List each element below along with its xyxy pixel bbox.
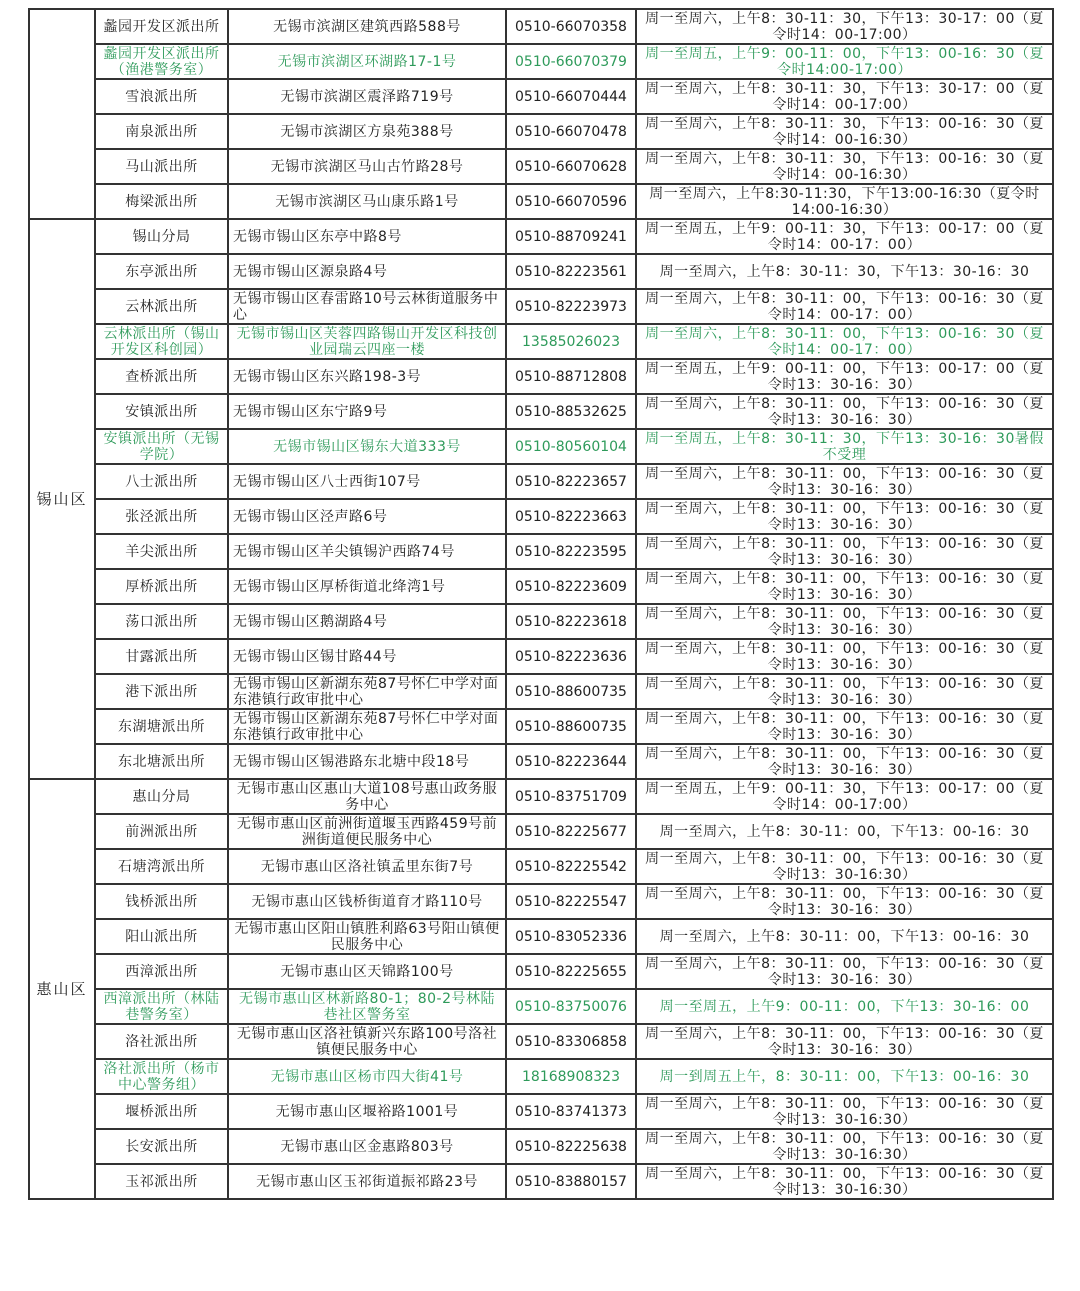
address-cell: 无锡市锡山区源泉路4号 [228, 254, 506, 289]
station-name-cell: 洛社派出所 [95, 1024, 228, 1059]
table-row [29, 184, 1053, 219]
phone-cell: 0510-66070379 [506, 44, 636, 79]
address-cell: 无锡市惠山区洛社镇新兴东路100号洛社镇便民服务中心 [228, 1024, 506, 1059]
station-name-cell: 甘露派出所 [95, 639, 228, 674]
phone-cell: 0510-82223618 [506, 604, 636, 639]
phone-cell: 13585026023 [506, 324, 636, 359]
office-hours-cell: 周一至周六，上午8：30-11：30，下午13：30-16：30 [636, 254, 1053, 289]
phone-cell: 0510-82225638 [506, 1129, 636, 1164]
phone-cell: 0510-82225677 [506, 814, 636, 849]
office-hours-cell: 周一至周六，上午8：30-11：00，下午13：00-16：30（夏令时13：30-16：30） [636, 1024, 1053, 1059]
phone-cell: 0510-83880157 [506, 1164, 636, 1199]
office-hours-cell: 周一至周六，上午8：30-11：00，下午13：00-16：30（夏令时13：30-16:30） [636, 1094, 1053, 1129]
station-name-cell: 云林派出所 [95, 289, 228, 324]
office-hours-cell: 周一至周六，上午8：30-11：00，下午13：00-16：30（夏令时13：30-16：30） [636, 639, 1053, 674]
office-hours-cell: 周一至周六，上午8：30-11：30，下午13：30-17：00（夏令时14：00-17:00） [636, 9, 1053, 44]
station-name-cell: 西漳派出所 [95, 954, 228, 989]
station-name-cell: 安镇派出所（无锡学院） [95, 429, 228, 464]
phone-cell: 0510-83306858 [506, 1024, 636, 1059]
phone-cell: 0510-88712808 [506, 359, 636, 394]
address-cell: 无锡市锡山区厚桥街道北绛湾1号 [228, 569, 506, 604]
office-hours-cell: 周一至周六，上午8：30-11：30，下午13：00-16：30（夏令时14：00-16:30） [636, 149, 1053, 184]
station-name-cell: 东亭派出所 [95, 254, 228, 289]
table-row [29, 219, 1053, 254]
phone-cell: 0510-82225655 [506, 954, 636, 989]
phone-cell: 0510-82225547 [506, 884, 636, 919]
office-hours-cell: 周一至周六，上午8：30-11：00，下午13：00-16：30 [636, 919, 1053, 954]
station-name-cell: 阳山派出所 [95, 919, 228, 954]
office-hours-cell: 周一至周五，上午9：00-11：00，下午13：00-16：30（夏令时14:00-17:00） [636, 44, 1053, 79]
address-cell: 无锡市锡山区泾声路6号 [228, 499, 506, 534]
address-cell: 无锡市锡山区春雷路10号云林街道服务中心 [228, 289, 506, 324]
station-name-cell: 港下派出所 [95, 674, 228, 709]
table-row [29, 1164, 1053, 1199]
police-station-table [28, 8, 1054, 1200]
table-row [29, 884, 1053, 919]
office-hours-cell: 周一至周六，上午8：30-11：00，下午13：00-16：30 [636, 814, 1053, 849]
table-row [29, 534, 1053, 569]
station-name-cell: 西漳派出所（林陆巷警务室） [95, 989, 228, 1024]
station-name-cell: 玉祁派出所 [95, 1164, 228, 1199]
table-row [29, 639, 1053, 674]
table-row [29, 849, 1053, 884]
address-cell: 无锡市滨湖区马山古竹路28号 [228, 149, 506, 184]
address-cell: 无锡市惠山区杨市四大街41号 [228, 1059, 506, 1094]
station-name-cell: 梅梁派出所 [95, 184, 228, 219]
station-name-cell: 锡山分局 [95, 219, 228, 254]
office-hours-cell: 周一至周六，上午8：30-11：00，下午13：00-16：30（夏令时13：30-16:30） [636, 1129, 1053, 1164]
station-name-cell: 安镇派出所 [95, 394, 228, 429]
table-row [29, 954, 1053, 989]
phone-cell: 0510-82223636 [506, 639, 636, 674]
office-hours-cell: 周一至周五，上午9：00-11：00，下午13：30-16：00 [636, 989, 1053, 1024]
table-row [29, 289, 1053, 324]
office-hours-cell: 周一至周六，上午8：30-11：00，下午13：00-16：30（夏令时13：30-16：30） [636, 569, 1053, 604]
station-name-cell: 查桥派出所 [95, 359, 228, 394]
table-row [29, 394, 1053, 429]
address-cell: 无锡市惠山区前洲街道堰玉西路459号前洲街道便民服务中心 [228, 814, 506, 849]
table-row [29, 324, 1053, 359]
office-hours-cell: 周一至周六，上午8：30-11：00，下午13：00-16：30（夏令时13：30-16：30） [636, 674, 1053, 709]
table-row [29, 1094, 1053, 1129]
table-row [29, 1129, 1053, 1164]
table-row [29, 1024, 1053, 1059]
office-hours-cell: 周一至周六，上午8：30-11：00，下午13：00-16：30（夏令时13：30-16：30） [636, 464, 1053, 499]
station-name-cell: 长安派出所 [95, 1129, 228, 1164]
phone-cell: 0510-83741373 [506, 1094, 636, 1129]
address-cell: 无锡市惠山区钱桥街道育才路110号 [228, 884, 506, 919]
phone-cell: 0510-88600735 [506, 674, 636, 709]
table-body [29, 9, 1053, 1199]
table-row [29, 79, 1053, 114]
station-name-cell: 荡口派出所 [95, 604, 228, 639]
table-row [29, 44, 1053, 79]
district-cell [29, 9, 95, 219]
phone-cell: 0510-88600735 [506, 709, 636, 744]
office-hours-cell: 周一至周五，上午8：30-11：30，下午13：30-16：30暑假不受理 [636, 429, 1053, 464]
address-cell: 无锡市惠山区洛社镇孟里东街7号 [228, 849, 506, 884]
address-cell: 无锡市锡山区东亭中路8号 [228, 219, 506, 254]
office-hours-cell: 周一至周六，上午8：30-11：00，下午13：00-16：30（夏令时13：30-16：30） [636, 884, 1053, 919]
table-row [29, 429, 1053, 464]
station-name-cell: 羊尖派出所 [95, 534, 228, 569]
table-row [29, 674, 1053, 709]
address-cell: 无锡市锡山区鹅湖路4号 [228, 604, 506, 639]
office-hours-cell: 周一至周六，上午8:30-11:30，下午13:00-16:30（夏令时14:00-16:30） [636, 184, 1053, 219]
office-hours-cell: 周一至周五，上午9：00-11：30，下午13：00-17：00（夏令时14：00-17:00） [636, 779, 1053, 814]
station-name-cell: 八士派出所 [95, 464, 228, 499]
address-cell: 无锡市滨湖区建筑西路588号 [228, 9, 506, 44]
table-row [29, 254, 1053, 289]
phone-cell: 0510-80560104 [506, 429, 636, 464]
phone-cell: 0510-82223973 [506, 289, 636, 324]
address-cell: 无锡市惠山区金惠路803号 [228, 1129, 506, 1164]
address-cell: 无锡市锡山区锡港路东北塘中段18号 [228, 744, 506, 779]
phone-cell: 0510-83750076 [506, 989, 636, 1024]
station-name-cell: 蠡园开发区派出所 [95, 9, 228, 44]
table-row [29, 499, 1053, 534]
table-row [29, 9, 1053, 44]
phone-cell: 0510-66070596 [506, 184, 636, 219]
phone-cell: 0510-83052336 [506, 919, 636, 954]
office-hours-cell: 周一至周六，上午8：30-11：00，下午13：00-16：30（夏令时13：30-16：30） [636, 604, 1053, 639]
phone-cell: 18168908323 [506, 1059, 636, 1094]
table-row [29, 464, 1053, 499]
phone-cell: 0510-82223644 [506, 744, 636, 779]
phone-cell: 0510-66070628 [506, 149, 636, 184]
address-cell: 无锡市锡山区锡东大道333号 [228, 429, 506, 464]
address-cell: 无锡市惠山区惠山大道108号惠山政务服务中心 [228, 779, 506, 814]
address-cell: 无锡市锡山区东兴路198-3号 [228, 359, 506, 394]
table-row [29, 569, 1053, 604]
phone-cell: 0510-82223657 [506, 464, 636, 499]
office-hours-cell: 周一至周六，上午8：30-11：00，下午13：00-16：30（夏令时13：30-16:30） [636, 1164, 1053, 1199]
station-name-cell: 南泉派出所 [95, 114, 228, 149]
table-row [29, 149, 1053, 184]
address-cell: 无锡市锡山区羊尖镇锡沪西路74号 [228, 534, 506, 569]
address-cell: 无锡市锡山区锡甘路44号 [228, 639, 506, 674]
station-name-cell: 雪浪派出所 [95, 79, 228, 114]
station-name-cell: 厚桥派出所 [95, 569, 228, 604]
office-hours-cell: 周一至周六，上午8：30-11：00，下午13：00-16：30（夏令时14：00-17：00） [636, 324, 1053, 359]
phone-cell: 0510-66070358 [506, 9, 636, 44]
office-hours-cell: 周一至周六，上午8：30-11：00，下午13：00-16：30（夏令时13：30-16：30） [636, 744, 1053, 779]
address-cell: 无锡市锡山区新湖东苑87号怀仁中学对面东港镇行政审批中心 [228, 709, 506, 744]
address-cell: 无锡市锡山区新湖东苑87号怀仁中学对面东港镇行政审批中心 [228, 674, 506, 709]
station-name-cell: 堰桥派出所 [95, 1094, 228, 1129]
station-name-cell: 云林派出所（锡山开发区科创园） [95, 324, 228, 359]
office-hours-cell: 周一至周六，上午8：30-11：00，下午13：00-16：30（夏令时13：30-16：30） [636, 954, 1053, 989]
address-cell: 无锡市锡山区芙蓉四路锡山开发区科技创业园瑞云四座一楼 [228, 324, 506, 359]
station-name-cell: 东湖塘派出所 [95, 709, 228, 744]
station-name-cell: 洛社派出所（杨市中心警务组） [95, 1059, 228, 1094]
office-hours-cell: 周一至周六，上午8：30-11：30，下午13：30-17：00（夏令时14：00-17:00） [636, 79, 1053, 114]
table-row [29, 744, 1053, 779]
office-hours-cell: 周一至周六，上午8：30-11：00，下午13：00-16：30（夏令时13：30-16:30） [636, 849, 1053, 884]
phone-cell: 0510-82225542 [506, 849, 636, 884]
table-row [29, 779, 1053, 814]
table-row [29, 359, 1053, 394]
station-name-cell: 马山派出所 [95, 149, 228, 184]
station-name-cell: 石塘湾派出所 [95, 849, 228, 884]
phone-cell: 0510-82223595 [506, 534, 636, 569]
address-cell: 无锡市滨湖区马山康乐路1号 [228, 184, 506, 219]
table-row [29, 919, 1053, 954]
address-cell: 无锡市滨湖区方泉苑388号 [228, 114, 506, 149]
phone-cell: 0510-82223663 [506, 499, 636, 534]
address-cell: 无锡市惠山区林新路80-1；80-2号林陆巷社区警务室 [228, 989, 506, 1024]
phone-cell: 0510-82223609 [506, 569, 636, 604]
office-hours-cell: 周一到周五上午，8：30-11：00，下午13：00-16：30 [636, 1059, 1053, 1094]
address-cell: 无锡市惠山区阳山镇胜利路63号阳山镇便民服务中心 [228, 919, 506, 954]
address-cell: 无锡市惠山区堰裕路1001号 [228, 1094, 506, 1129]
office-hours-cell: 周一至周六，上午8：30-11：00，下午13：00-16：30（夏令时13：30-16：30） [636, 394, 1053, 429]
phone-cell: 0510-82223561 [506, 254, 636, 289]
office-hours-cell: 周一至周六，上午8：30-11：00，下午13：00-16：30（夏令时14：00-17：00） [636, 289, 1053, 324]
station-name-cell: 前洲派出所 [95, 814, 228, 849]
station-name-cell: 张泾派出所 [95, 499, 228, 534]
table-row [29, 1059, 1053, 1094]
office-hours-cell: 周一至周六，上午8：30-11：00，下午13：00-16：30（夏令时13：30-16：30） [636, 709, 1053, 744]
station-name-cell: 惠山分局 [95, 779, 228, 814]
address-cell: 无锡市滨湖区环湖路17-1号 [228, 44, 506, 79]
district-cell: 锡山区 [29, 219, 95, 779]
district-cell: 惠山区 [29, 779, 95, 1199]
station-name-cell: 蠡园开发区派出所（渔港警务室） [95, 44, 228, 79]
table-row [29, 814, 1053, 849]
phone-cell: 0510-66070478 [506, 114, 636, 149]
phone-cell: 0510-88709241 [506, 219, 636, 254]
address-cell: 无锡市锡山区东宁路9号 [228, 394, 506, 429]
table-row [29, 604, 1053, 639]
phone-cell: 0510-88532625 [506, 394, 636, 429]
station-name-cell: 钱桥派出所 [95, 884, 228, 919]
address-cell: 无锡市滨湖区震泽路719号 [228, 79, 506, 114]
table-row [29, 114, 1053, 149]
office-hours-cell: 周一至周六，上午8：30-11：00，下午13：00-16：30（夏令时13：30-16：30） [636, 499, 1053, 534]
office-hours-cell: 周一至周六，上午8：30-11：30，下午13：00-16：30（夏令时14：00-16:30） [636, 114, 1053, 149]
office-hours-cell: 周一至周六，上午8：30-11：00，下午13：00-16：30（夏令时13：30-16：30） [636, 534, 1053, 569]
address-cell: 无锡市惠山区玉祁街道振祁路23号 [228, 1164, 506, 1199]
table-row [29, 709, 1053, 744]
address-cell: 无锡市惠山区天锦路100号 [228, 954, 506, 989]
address-cell: 无锡市锡山区八士西街107号 [228, 464, 506, 499]
office-hours-cell: 周一至周五，上午9：00-11：30，下午13：00-17：00（夏令时14：00-17：00） [636, 219, 1053, 254]
phone-cell: 0510-83751709 [506, 779, 636, 814]
office-hours-cell: 周一至周五，上午9：00-11：00，下午13：00-17：00（夏令时13：30-16：30） [636, 359, 1053, 394]
table-row [29, 989, 1053, 1024]
phone-cell: 0510-66070444 [506, 79, 636, 114]
station-name-cell: 东北塘派出所 [95, 744, 228, 779]
